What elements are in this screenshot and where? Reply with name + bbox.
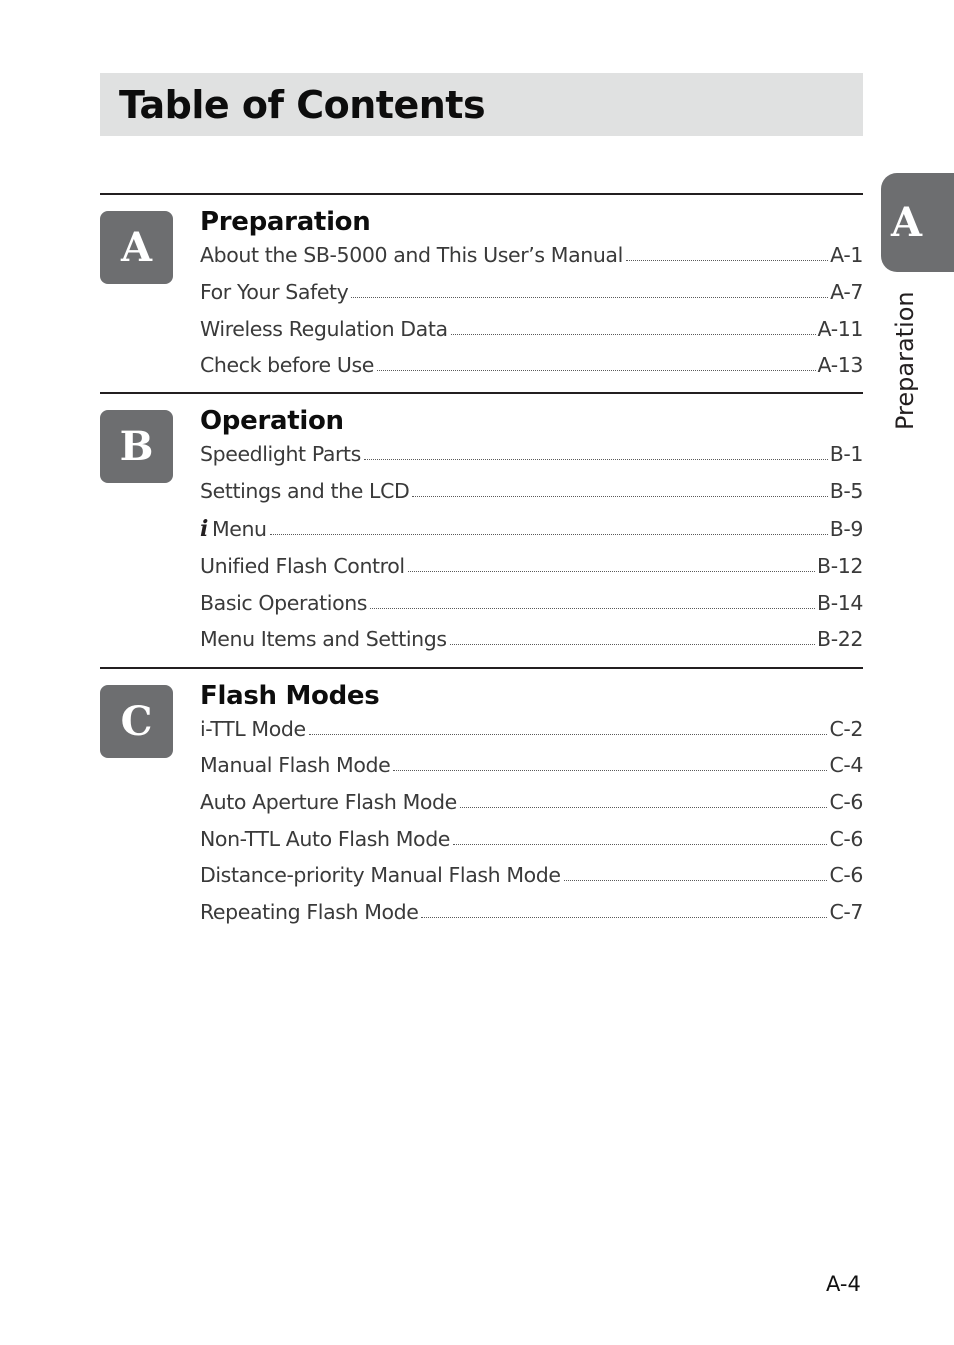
dot-leader [450, 643, 815, 645]
toc-entry-label: Repeating Flash Mode [200, 900, 419, 924]
toc-entry-label: Speedlight Parts [200, 442, 361, 466]
toc-entry[interactable] [200, 552, 863, 580]
dot-leader [453, 843, 827, 845]
toc-entry-label: Unified Flash Control [200, 554, 405, 578]
dot-leader [421, 916, 827, 918]
toc-entry-label: Settings and the LCD [200, 479, 410, 503]
toc-entry-page: C-7 [829, 900, 863, 924]
dot-leader [309, 733, 828, 735]
toc-entry-page: A-7 [830, 280, 863, 304]
toc-entry[interactable] [200, 315, 863, 343]
section-title: Operation [200, 406, 344, 436]
toc-entry[interactable] [200, 241, 863, 269]
chapter-side-label: Preparation [891, 291, 919, 430]
page-title: Table of Contents [119, 83, 486, 127]
toc-entry[interactable] [200, 625, 863, 653]
dot-leader [564, 879, 828, 881]
section-operation [100, 392, 863, 668]
section-title: Preparation [200, 207, 371, 237]
toc-entry-label: Auto Aperture Flash Mode [200, 790, 457, 814]
toc-entry-label: For Your Safety [200, 280, 349, 304]
toc-entry-page: C-2 [829, 717, 863, 741]
dot-leader [412, 495, 827, 497]
dot-leader [370, 607, 815, 609]
page-number: A-4 [826, 1272, 861, 1296]
title-bar [100, 73, 863, 136]
toc-entry[interactable] [200, 751, 863, 779]
section-badge-c: C [100, 685, 173, 758]
dot-leader [351, 296, 828, 298]
toc-entry-page: B-5 [829, 479, 863, 503]
toc-entry[interactable] [200, 440, 863, 468]
section-preparation [100, 193, 863, 393]
toc-entry[interactable] [200, 825, 863, 853]
section-badge-b: B [100, 410, 173, 483]
section-flash-modes [100, 667, 863, 939]
toc-entry-page: A-11 [817, 317, 863, 341]
toc-entry-label: Non-TTL Auto Flash Mode [200, 827, 451, 851]
toc-entry-page: C-4 [829, 753, 863, 777]
dot-leader [364, 458, 828, 460]
chapter-thumb-tab[interactable]: A [881, 173, 954, 272]
toc-entry[interactable] [200, 861, 863, 889]
toc-entry-page: A-1 [830, 243, 863, 267]
toc-entry[interactable] [200, 589, 863, 617]
toc-entry-page: B-22 [817, 627, 863, 651]
toc-entry-page: B-12 [817, 554, 863, 578]
dot-leader [393, 769, 827, 771]
section-badge-a: A [100, 211, 173, 284]
toc-entry-page: C-6 [829, 790, 863, 814]
toc-entry-label: Wireless Regulation Data [200, 317, 448, 341]
toc-entry-page: B-14 [817, 591, 863, 615]
i-menu-icon: i [200, 516, 208, 542]
section-title: Flash Modes [200, 681, 380, 711]
dot-leader [377, 369, 816, 371]
dot-leader [460, 806, 828, 808]
toc-entry-label: Menu Items and Settings [200, 627, 447, 651]
toc-entry-label: Distance-priority Manual Flash Mode [200, 863, 561, 887]
dot-leader [626, 259, 828, 261]
toc-entry-page: A-13 [817, 353, 863, 377]
toc-entry[interactable] [200, 788, 863, 816]
toc-entry[interactable] [200, 278, 863, 306]
toc-entry-page: C-6 [829, 827, 863, 851]
toc-entry[interactable] [200, 898, 863, 926]
toc-entry[interactable] [200, 351, 863, 379]
toc-entry[interactable] [200, 515, 863, 543]
toc-entry-label: Manual Flash Mode [200, 753, 391, 777]
dot-leader [270, 533, 828, 535]
toc-entry-label: Menu [211, 517, 267, 541]
toc-entry-label: Basic Operations [200, 591, 368, 615]
toc-entry[interactable] [200, 477, 863, 505]
dot-leader [451, 333, 816, 335]
dot-leader [408, 570, 815, 572]
toc-entry-page: B-9 [829, 517, 863, 541]
toc-entry-page: B-1 [829, 442, 863, 466]
toc-entry[interactable] [200, 715, 863, 743]
toc-entry-page: C-6 [829, 863, 863, 887]
toc-entry-label: About the SB-5000 and This User’s Manual [200, 243, 623, 267]
toc-entry-label: Check before Use [200, 353, 374, 377]
toc-entry-label: i-TTL Mode [200, 717, 306, 741]
